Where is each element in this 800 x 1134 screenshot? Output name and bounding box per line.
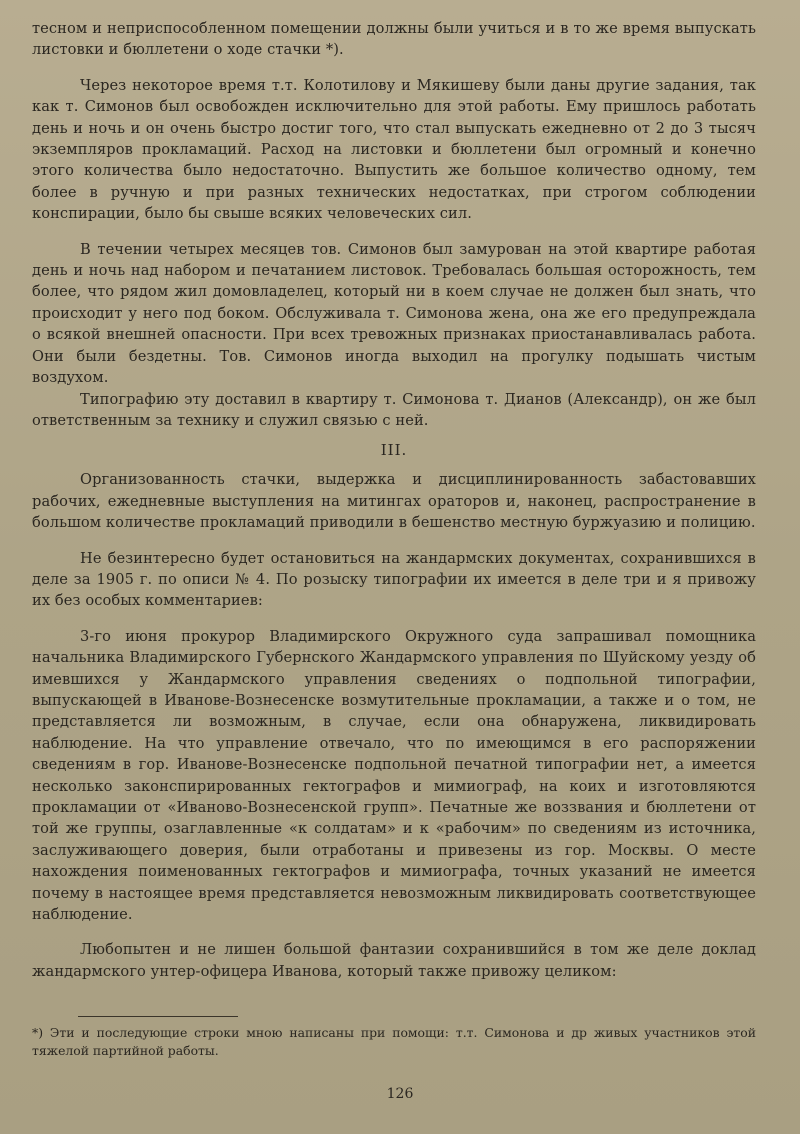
paragraph-prosecutor-request: 3-го июня прокурор Владимирского Окружного суда запрашивал помощника начальника Владимирского Губернского Жандармского управления по Шуйскому уезду об имевшихся у Жандармского управления сведениях о подпольной типографии, выпускающей в Иванове-Вознесенске возмутительные прокламации, а также и о том, не представляется ли возможным, в случае, если она обнаружена, ликвидировать наблюдение. На что управление отвечало, что по имеющимся в его распоряжении сведениям в гор. Иванове-Вознесенске подпольной печатной типографии нет, а имеется несколько законспирированных гектографов и мимиограф, на коих и изготовляются прокламации от «Иваново-Вознесенской групп». Печатные же воззвания и бюллетени от той же группы, озаглавленные «к солдатам» и к «рабочим» по сведениям из источника, заслуживающего доверия, были отработаны и привезены из гор. Москвы. О месте нахождения поименованных гектографов и мимиографа, точных указаний не имеется почему в настоящее время представляется невозможным ликвидировать соответствующее наблюдение.	[32, 627, 756, 924]
paragraph-continuation: тесном и неприспособленном помещении должны были учиться и в то же время выпускать листовки и бюллетени о ходе стачки *).	[32, 20, 756, 59]
paragraph-typography-delivery: Типографию эту доставил в квартиру т. Симонова т. Дианов (Александр), он же был ответственным за технику и служил связью с ней.	[32, 390, 756, 429]
paragraph-gendarme-documents: Не безинтересно будет остановиться на жандармских документах, сохранившихся в деле за 1905 г. по описи № 4. По розыску типографии их имеется в деле три и я привожу их без особых комментариев:	[32, 549, 756, 610]
paragraph-simonov-work: Через некоторое время т.т. Колотилову и Мякишеву были даны другие задания, так как т. Симонов был освобожден исключительно для этой работы. Ему пришлось работать день и ночь и он очень быстро достиг того, что стал выпускать ежедневно от 2 до 3 тысяч экземпляров прокламаций. Расход на листовки и бюллетени был огромный и конечно этого количества было недостаточно. Выпустить же большое количество одному, тем более в ручную и при разных технических недостатках, при строгом соблюдении конспирации, было бы свыше всяких человеческих сил.	[32, 76, 756, 223]
footnote: *) Эти и последующие строки мною написаны при помощи: т.т. Симонова и др живых участников этой тяжелой партийной работы.	[32, 1025, 756, 1058]
page-number: 126	[386, 1086, 414, 1102]
paragraph-organization: Организованность стачки, выдержка и дисциплинированность забастовавших рабочих, ежедневные выступления на митингах ораторов и, наконец, распространение в большом количестве прокламаций приводили в бешенство местную буржуазию и полицию.	[32, 471, 756, 532]
paragraph-ivanov-report: Любопытен и не лишен большой фантазии сохранившийся в том же деле доклад жандармского унтер-офицера Иванова, который также привожу целиком:	[32, 941, 756, 980]
section-heading: III.	[380, 441, 408, 460]
paragraph-four-months: В течении четырех месяцев тов. Симонов был замурован на этой квартире работая день и ночь над набором и печатанием листовок. Требовалась большая осторожность, тем более, что рядом жил домовладелец, который ни в коем случае не должен был знать, что происходит у него под боком. Обслуживала т. Симонова жена, она же его предупреждала о всякой внешней опасности. При всех тревожных признаках приостанавливалась работа. Они были бездетны. Тов. Симонов иногда выходил на прогулку подышать чистым воздухом.	[32, 240, 756, 387]
footnote-divider	[78, 1016, 238, 1017]
